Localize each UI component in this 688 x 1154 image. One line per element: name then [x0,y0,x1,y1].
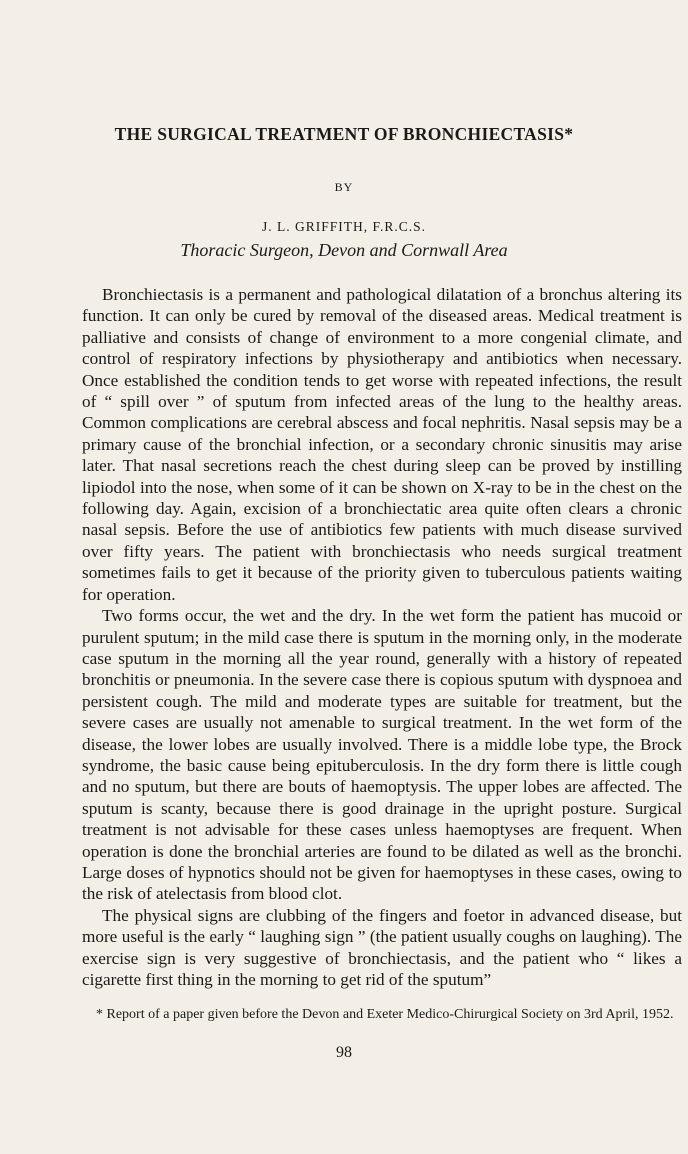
paragraph: Two forms occur, the wet and the dry. In the wet form the patient has mucoid or purulent sputum; in the mild case there is sputum in the morning only, in the moderate case sputum in the morning all the year round, generally with a history of repeated bronchitis or pneumonia. In the severe case there is copious sputum with dyspnoea and persistent cough. The mild and moderate types are suitable for treatment, but the severe cases are usually not amenable to surgical treatment. In the wet form of the disease, the lower lobes are usually involved. There is a middle lobe type, the Brock syndrome, the basic cause being epituberculosis. In the dry form there is little cough and no sputum, but there are bouts of haemoptysis. The upper lobes are affected. The sputum is scanty, because there is good drainage in the upright posture. Surgical treatment is not advisable for these cases unless haemoptyses are frequent. When operation is done the bronchial arteries are found to be dilated as well as the bronchi. Large doses of hypnotics should not be given for haemoptyses in these cases, owing to the risk of atelectasis from blood clot. [82,606,682,904]
byline-label: BY [334,180,354,194]
footnote: * Report of a paper given before the Devon and Exeter Medico-Chirurgical Society on 3rd April, 1952. [96,1007,674,1022]
author-affiliation: Thoracic Surgeon, Devon and Cornwall Area [180,240,508,260]
author-name: J. L. GRIFFITH, F.R.C.S. [262,219,426,234]
paragraph: Bronchiectasis is a permanent and pathological dilatation of a bronchus altering its function. It can only be cured by removal of the diseased areas. Medical treatment is palliative and consists of change of environment to a more congenial climate, and control of respiratory infections by physiotherapy and antibiotics when necessary. Once established the condition tends to get worse with repeated infections, the result of “ spill over ” of sputum from infected areas of the lung to the healthy areas. Common complications are cerebral abscess and focal nephritis. Nasal sepsis may be a primary cause of the bronchial infection, or a secondary chronic sinusitis may arise later. That nasal secretions reach the chest during sleep can be proved by instilling lipiodol into the nose, when some of it can be shown on X-ray to be in the chest on the following day. Again, excision of a bronchiectatic area quite often clears a chronic nasal sepsis. Before the use of antibiotics few patients with much disease survived over fifty years. The patient with bronchiectasis who needs surgical treatment sometimes fails to get it because of the priority given to tuberculous patients waiting for operation. [82,285,682,604]
page-number: 98 [336,1044,352,1061]
paragraph: The physical signs are clubbing of the fingers and foetor in advanced disease, but more useful is the early “ laughing sign ” (the patient usually coughs on laughing). The exercise sign is very suggestive of bronchiectasis, and the patient who “ likes a cigarette first thing in the morning to get rid of the sputum” [82,905,682,989]
article-body [82,284,682,990]
article-title: THE SURGICAL TREATMENT OF BRONCHIECTASIS* [114,124,574,144]
